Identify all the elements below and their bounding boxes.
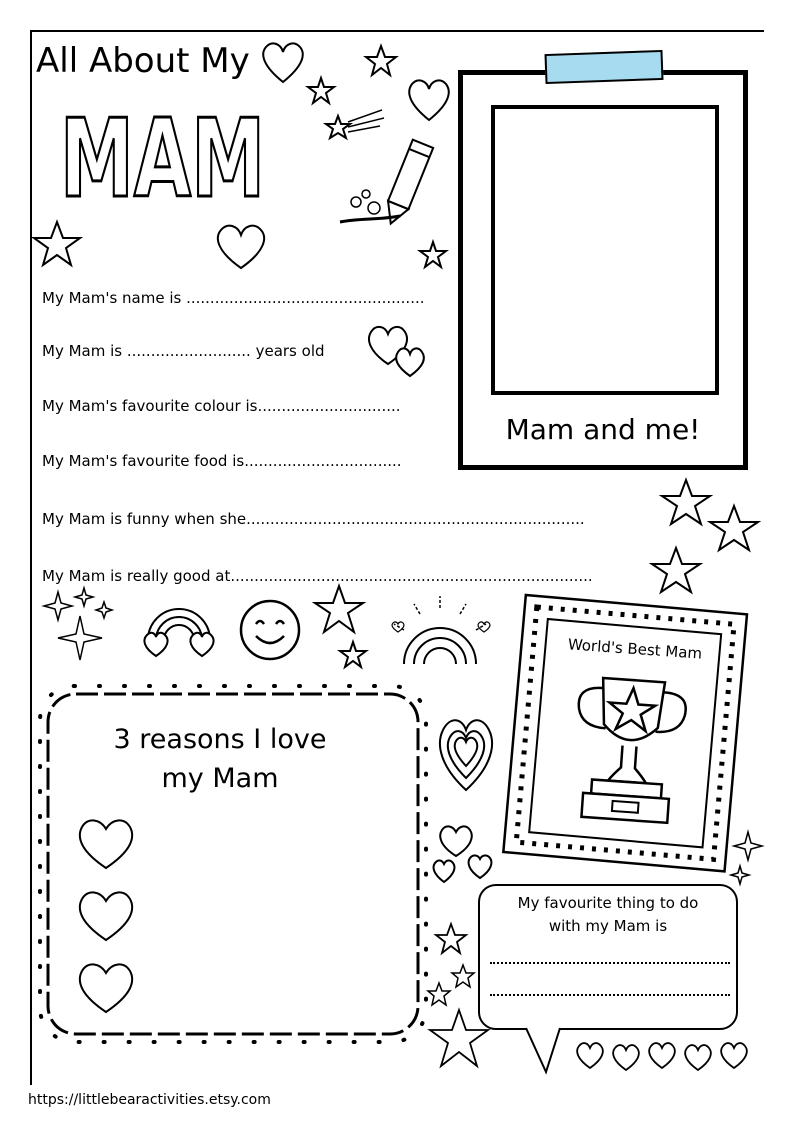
hearts-row bbox=[574, 1036, 754, 1076]
heart-icon[interactable] bbox=[74, 958, 138, 1014]
reasons-title-line2: my Mam bbox=[161, 763, 279, 795]
reasons-title bbox=[70, 720, 370, 798]
heart-icon bbox=[212, 222, 270, 270]
title-big-text: MAM bbox=[60, 97, 265, 222]
star-icon bbox=[708, 504, 760, 554]
star-icon bbox=[32, 220, 82, 268]
favourite-line1: My favourite thing to do bbox=[517, 894, 699, 912]
award-label: World's Best Mam bbox=[567, 635, 703, 663]
hearts-icon bbox=[364, 320, 430, 378]
heart-icon[interactable] bbox=[74, 814, 138, 870]
star-icon bbox=[426, 982, 452, 1008]
title-big-mam bbox=[60, 96, 270, 222]
favourite-box bbox=[478, 884, 738, 1030]
field-colour[interactable]: My Mam's favourite colour is.............................. bbox=[42, 397, 401, 415]
star-icon bbox=[428, 1008, 490, 1070]
star-icon bbox=[450, 964, 476, 990]
trophy-icon bbox=[564, 668, 694, 838]
speech-tail bbox=[526, 1026, 570, 1076]
star-icon bbox=[418, 240, 448, 270]
heart-icon[interactable] bbox=[74, 886, 138, 942]
sparkles-icon bbox=[40, 588, 120, 668]
heart-icon bbox=[258, 40, 308, 84]
photo-area[interactable] bbox=[491, 105, 719, 395]
smiley-icon bbox=[238, 598, 302, 662]
star-icon bbox=[650, 546, 702, 596]
field-name[interactable]: My Mam's name is .................................................. bbox=[42, 289, 425, 307]
star-icon bbox=[434, 922, 468, 956]
favourite-answer-line[interactable] bbox=[490, 962, 730, 964]
star-icon bbox=[312, 584, 366, 636]
star-icon bbox=[306, 76, 336, 106]
photo-frame bbox=[458, 70, 748, 470]
reasons-title-line1: 3 reasons I love bbox=[113, 724, 327, 755]
sparkles-icon bbox=[730, 828, 764, 888]
field-good-at[interactable]: My Mam is really good at............................................................................ bbox=[42, 567, 593, 585]
pencil-icon bbox=[340, 132, 434, 232]
heart-icon bbox=[404, 76, 454, 122]
star-icon bbox=[364, 44, 398, 78]
footer-url[interactable]: https://littlebearactivities.etsy.com bbox=[28, 1092, 271, 1108]
star-icon bbox=[338, 640, 368, 670]
title-line: All About My bbox=[36, 41, 250, 81]
nested-heart-icon bbox=[436, 708, 496, 794]
tape bbox=[545, 50, 664, 84]
favourite-line2: with my Mam is bbox=[548, 917, 668, 936]
rainbow-icon bbox=[138, 590, 220, 660]
star-icon bbox=[660, 478, 712, 528]
field-food[interactable]: My Mam's favourite food is................................. bbox=[42, 452, 402, 470]
rainbow-sun-icon bbox=[384, 588, 496, 684]
photo-caption: Mam and me! bbox=[505, 413, 701, 446]
field-funny[interactable]: My Mam is funny when she....................................................................... bbox=[42, 510, 585, 528]
hearts-icon bbox=[430, 816, 500, 886]
favourite-text bbox=[480, 892, 736, 939]
field-age[interactable]: My Mam is .......................... years old bbox=[42, 342, 325, 360]
favourite-answer-line[interactable] bbox=[490, 994, 730, 996]
